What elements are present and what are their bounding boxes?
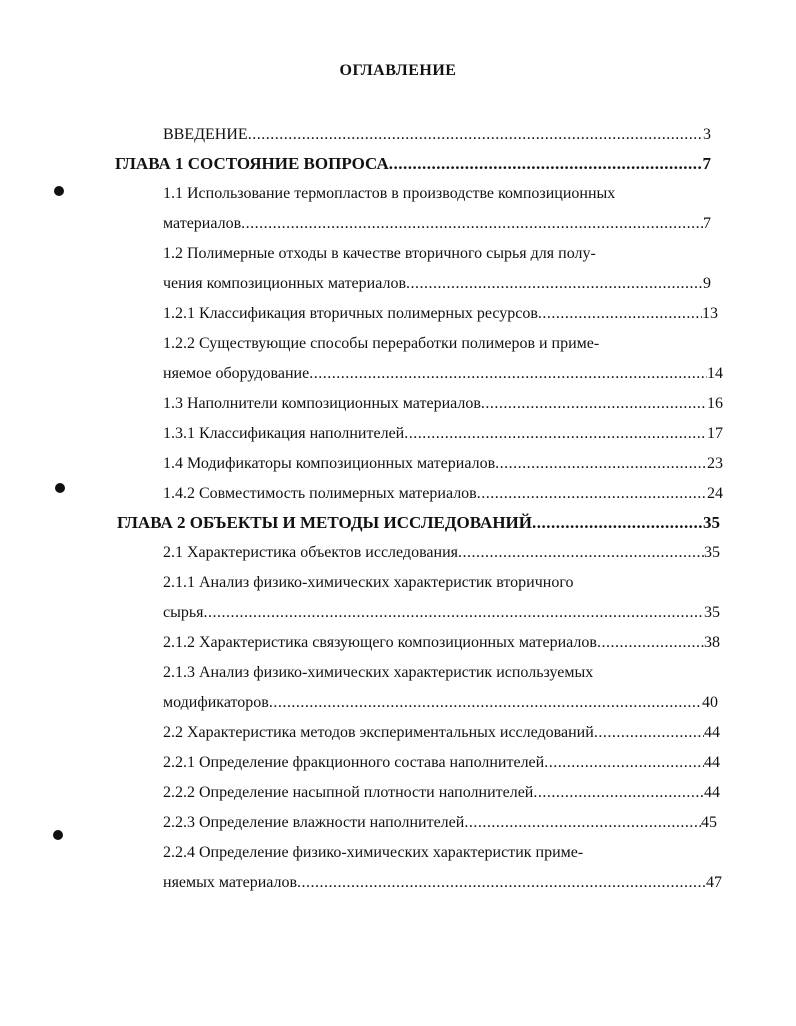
toc-entry-text: материалов — [163, 215, 242, 232]
toc-entry-text: модификаторов — [163, 694, 269, 711]
toc-leader-dots — [538, 304, 702, 324]
toc-entry-text: ГЛАВА 2 ОБЪЕКТЫ И МЕТОДЫ ИССЛЕДОВАНИЙ — [117, 513, 532, 532]
toc-page-number: 16 — [707, 395, 723, 412]
toc-page-number: 14 — [707, 365, 723, 382]
toc-entry-text: 1.3.1 Классификация наполнителей — [163, 425, 405, 442]
toc-entry-1-2[interactable] — [163, 274, 711, 294]
toc-leader-dots — [458, 543, 704, 563]
toc-entry-2-2-1[interactable] — [163, 753, 720, 773]
toc-page-number: 40 — [702, 694, 718, 711]
toc-page-number: 35 — [704, 604, 720, 621]
toc-entry-text: 2.1.1 Анализ физико-химических характеристик вторичного — [163, 574, 574, 591]
toc-page-number: 44 — [704, 784, 720, 801]
punch-hole-mark — [53, 830, 63, 840]
toc-leader-dots — [544, 753, 704, 773]
toc-leader-dots — [269, 693, 702, 713]
toc-entry-text: 1.2 Полимерные отходы в качестве вторичного сырья для полу- — [163, 245, 596, 262]
toc-entry-text: няемое оборудование — [163, 365, 310, 382]
toc-entry-text: 1.3 Наполнители композиционных материалов — [163, 395, 481, 412]
toc-entry-text: 2.1 Характеристика объектов исследования — [163, 544, 458, 561]
toc-leader-dots — [297, 873, 706, 893]
page-title: ОГЛАВЛЕНИЕ — [339, 62, 457, 79]
toc-entry-text: ГЛАВА 1 СОСТОЯНИЕ ВОПРОСА — [115, 154, 389, 173]
toc-entry-text: 1.1 Использование термопластов в производстве композиционных — [163, 185, 616, 202]
toc-entry-2-2-2[interactable] — [163, 783, 720, 803]
toc-entry-text: 2.2.4 Определение физико-химических характеристик приме- — [163, 844, 584, 861]
toc-leader-dots — [248, 125, 703, 145]
toc-leader-dots — [204, 603, 704, 623]
toc-page-number: 23 — [707, 455, 723, 472]
toc-leader-dots — [495, 454, 707, 474]
toc-entry-text: 2.2 Характеристика методов экспериментальных исследований — [163, 724, 594, 741]
toc-entry-1-3[interactable] — [163, 394, 723, 414]
toc-entry-chapter-1[interactable] — [115, 154, 711, 174]
toc-page-number: 24 — [707, 485, 723, 502]
toc-entry-text: няемых материалов — [163, 874, 298, 891]
toc-entry-text: сырья — [163, 604, 204, 621]
toc-page-number: 35 — [704, 544, 720, 561]
toc-page-number: 17 — [707, 425, 723, 442]
toc-entry-1-4[interactable] — [163, 454, 723, 474]
toc-entry-text: 2.1.2 Характеристика связующего композиционных материалов — [163, 634, 597, 651]
toc-entry-2-1-1[interactable] — [163, 603, 720, 623]
toc-leader-dots — [477, 484, 707, 504]
toc-leader-dots — [594, 723, 704, 743]
toc-entry-2-2-4[interactable] — [163, 873, 722, 893]
toc-page-number: 44 — [704, 754, 720, 771]
toc-page-number: 44 — [704, 724, 720, 741]
toc-leader-dots — [533, 783, 704, 803]
punch-hole-mark — [54, 186, 64, 196]
toc-leader-dots — [481, 394, 707, 414]
toc-entry-2-2-3[interactable] — [163, 813, 717, 833]
toc-entry-1-2-1[interactable] — [163, 304, 718, 324]
toc-entry-2-1[interactable] — [163, 543, 720, 563]
toc-entry-text: 2.2.2 Определение насыпной плотности наполнителей — [163, 784, 534, 801]
toc-entry-1-1[interactable] — [163, 214, 711, 234]
toc-entry-text: 1.4 Модификаторы композиционных материалов — [163, 455, 496, 472]
toc-page-number: 35 — [703, 513, 720, 532]
toc-entry-text: чения композиционных материалов — [163, 275, 406, 292]
toc-leader-dots — [464, 813, 701, 833]
toc-entry-text: 2.1.3 Анализ физико-химических характеристик используемых — [163, 664, 594, 681]
toc-page-number: 7 — [702, 154, 711, 173]
toc-page-number: 38 — [704, 634, 720, 651]
toc-entry-text: 2.2.1 Определение фракционного состава наполнителей — [163, 754, 545, 771]
toc-leader-dots — [532, 513, 703, 533]
toc-entry-2-1-2[interactable] — [163, 633, 720, 653]
toc-entry-2-1-3[interactable] — [163, 693, 718, 713]
toc-entry-text: 1.2.1 Классификация вторичных полимерных ресурсов — [163, 305, 538, 322]
toc-entry-text: 2.2.3 Определение влажности наполнителей — [163, 814, 465, 831]
toc-leader-dots — [309, 364, 707, 384]
toc-entry-1-2-2[interactable] — [163, 364, 723, 384]
toc-page-number: 7 — [703, 215, 711, 232]
toc-page-number: 3 — [703, 126, 711, 143]
toc-entry-1-4-2[interactable] — [163, 484, 723, 504]
toc-leader-dots — [406, 274, 703, 294]
toc-entry-1-3-1[interactable] — [163, 424, 723, 444]
toc-leader-dots — [389, 154, 703, 174]
toc-entry-chapter-2[interactable] — [117, 513, 720, 533]
toc-leader-dots — [241, 214, 703, 234]
toc-page-number: 9 — [703, 275, 711, 292]
toc-entry-text: 1.4.2 Совместимость полимерных материалов — [163, 485, 477, 502]
punch-hole-mark — [55, 483, 65, 493]
toc-page-number: 45 — [701, 814, 717, 831]
toc-entry-2-2[interactable] — [163, 723, 720, 743]
toc-leader-dots — [597, 633, 704, 653]
toc-entry-text: ВВЕДЕНИЕ — [163, 126, 248, 143]
toc-leader-dots — [404, 424, 707, 444]
toc-page-number: 13 — [702, 305, 718, 322]
toc-entry-text: 1.2.2 Существующие способы переработки полимеров и приме- — [163, 335, 600, 352]
toc-page-number: 47 — [706, 874, 722, 891]
toc-entry-intro[interactable] — [163, 125, 711, 145]
